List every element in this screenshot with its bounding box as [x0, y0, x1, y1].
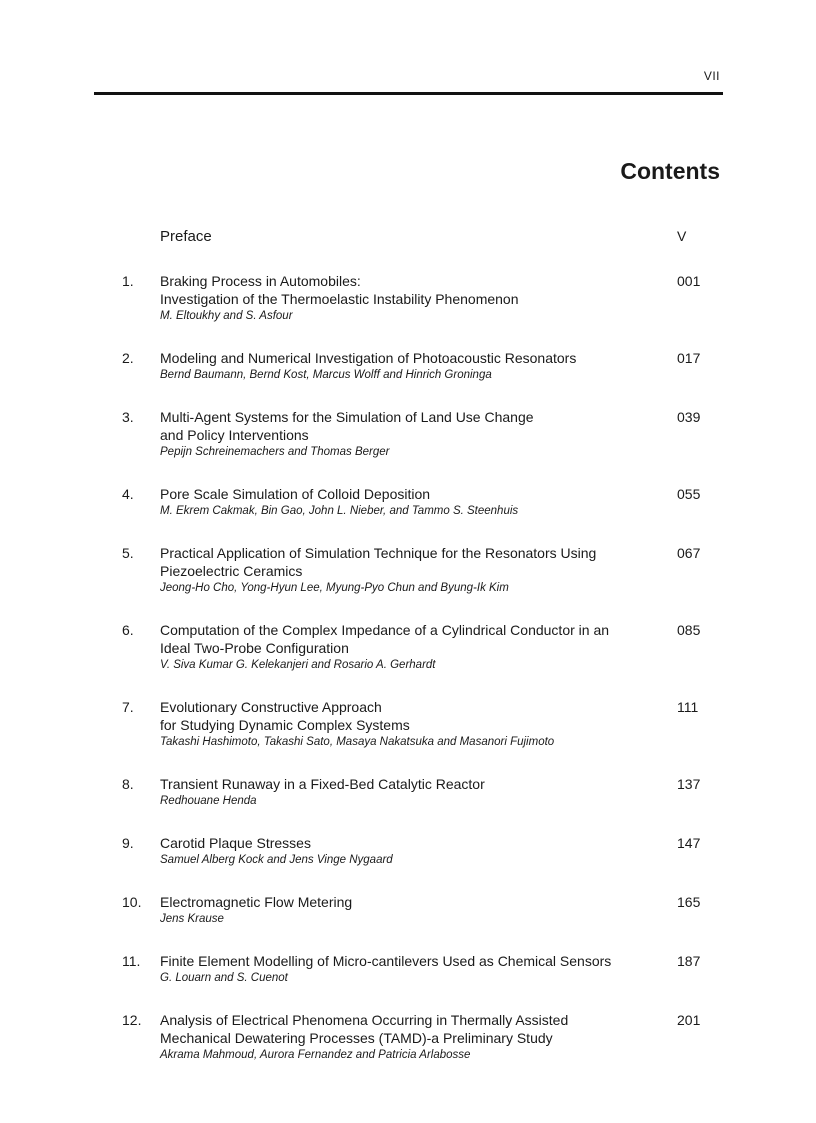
entry-body	[160, 621, 665, 673]
entry-body	[160, 544, 665, 596]
entry-authors: Jens Krause	[160, 913, 224, 925]
entry-authors: G. Louarn and S. Cuenot	[160, 972, 288, 984]
entry-body	[160, 408, 665, 460]
entry-authors: M. Eltoukhy and S. Asfour	[160, 310, 293, 322]
toc-entry[interactable]	[0, 272, 816, 324]
entry-authors: V. Siva Kumar G. Kelekanjeri and Rosario A. Gerhardt	[160, 659, 436, 671]
entry-body	[160, 893, 665, 927]
toc-preface[interactable]	[0, 228, 816, 264]
toc-entry[interactable]	[0, 698, 816, 750]
entry-number: 3.	[122, 409, 134, 425]
entry-page: 165	[677, 894, 701, 910]
entry-spacer	[0, 750, 816, 767]
entry-number: 12.	[122, 1012, 142, 1028]
entry-spacer	[0, 324, 816, 341]
toc-entry[interactable]	[0, 893, 816, 927]
entry-body	[160, 698, 665, 750]
entry-title: Computation of the Complex Impedance of a Cylindrical Conductor in an Ideal Two-Probe Configuration	[160, 622, 610, 656]
entry-page: 187	[677, 953, 701, 969]
entry-authors: Samuel Alberg Kock and Jens Vinge Nygaard	[160, 854, 393, 866]
entry-authors: Bernd Baumann, Bernd Kost, Marcus Wolff and Hinrich Groninga	[160, 369, 492, 381]
toc-entries	[0, 272, 816, 1063]
entry-page: 067	[677, 545, 701, 561]
entry-spacer	[0, 596, 816, 613]
entry-page: 039	[677, 409, 701, 425]
preface-title: Preface	[160, 228, 212, 245]
entry-spacer	[0, 673, 816, 690]
entry-number: 5.	[122, 545, 134, 561]
entry-spacer	[0, 868, 816, 885]
entry-spacer	[0, 986, 816, 1003]
entry-title: Multi-Agent Systems for the Simulation of Land Use Change and Policy Interventions	[160, 409, 534, 443]
entry-spacer	[0, 460, 816, 477]
entry-authors: M. Ekrem Cakmak, Bin Gao, John L. Nieber, and Tammo S. Steenhuis	[160, 505, 519, 517]
entry-page: 201	[677, 1012, 701, 1028]
entry-number: 7.	[122, 699, 134, 715]
entry-title: Braking Process in Automobiles: Investigation of the Thermoelastic Instability Phenomenon	[160, 273, 519, 307]
entry-page: 017	[677, 350, 701, 366]
entry-page: 147	[677, 835, 701, 851]
entry-title: Pore Scale Simulation of Colloid Deposition	[160, 486, 431, 502]
toc-entry[interactable]	[0, 952, 816, 986]
entry-body	[160, 272, 665, 324]
entry-authors: Takashi Hashimoto, Takashi Sato, Masaya Nakatsuka and Masanori Fujimoto	[160, 736, 555, 748]
toc-entry[interactable]	[0, 349, 816, 383]
entry-number: 6.	[122, 622, 134, 638]
entry-number: 8.	[122, 776, 134, 792]
entry-spacer	[0, 927, 816, 944]
entry-authors: Jeong-Ho Cho, Yong-Hyun Lee, Myung-Pyo Chun and Byung-Ik Kim	[160, 582, 509, 594]
entry-title: Practical Application of Simulation Technique for the Resonators Using Piezoelectric Ceramics	[160, 545, 597, 579]
entry-title: Transient Runaway in a Fixed-Bed Catalytic Reactor	[160, 776, 485, 792]
entry-title: Carotid Plaque Stresses	[160, 835, 311, 851]
entry-spacer	[0, 383, 816, 400]
entry-title: Finite Element Modelling of Micro-cantilevers Used as Chemical Sensors	[160, 953, 612, 969]
toc-entry[interactable]	[0, 621, 816, 673]
page-title: Contents	[620, 158, 720, 184]
entry-number: 2.	[122, 350, 134, 366]
toc-entry[interactable]	[0, 775, 816, 809]
entry-body	[160, 952, 665, 986]
entry-number: 1.	[122, 273, 134, 289]
entry-page: 085	[677, 622, 701, 638]
table-of-contents	[0, 228, 816, 1063]
entry-body	[160, 349, 665, 383]
entry-title: Modeling and Numerical Investigation of Photoacoustic Resonators	[160, 350, 577, 366]
entry-title: Electromagnetic Flow Metering	[160, 894, 353, 910]
preface-page: V	[677, 228, 687, 244]
toc-entry[interactable]	[0, 485, 816, 519]
entry-title: Analysis of Electrical Phenomena Occurring in Thermally Assisted Mechanical Dewatering Processes (TAMD)-a Preliminary Study	[160, 1012, 569, 1046]
entry-authors: Pepijn Schreinemachers and Thomas Berger	[160, 446, 390, 458]
entry-number: 11.	[122, 953, 141, 969]
entry-number: 4.	[122, 486, 134, 502]
entry-page: 055	[677, 486, 701, 502]
entry-authors: Akrama Mahmoud, Aurora Fernandez and Patricia Arlabosse	[160, 1049, 471, 1061]
entry-spacer	[0, 809, 816, 826]
entry-spacer	[0, 519, 816, 536]
toc-entry[interactable]	[0, 1011, 816, 1063]
entry-page: 001	[677, 273, 701, 289]
entry-authors: Redhouane Henda	[160, 795, 257, 807]
toc-entry[interactable]	[0, 834, 816, 868]
entry-page: 137	[677, 776, 701, 792]
entry-body	[160, 775, 665, 809]
toc-entry[interactable]	[0, 408, 816, 460]
entry-page: 111	[677, 699, 699, 715]
entry-number: 10.	[122, 894, 142, 910]
entry-title: Evolutionary Constructive Approach for Studying Dynamic Complex Systems	[160, 699, 410, 733]
entry-body	[160, 834, 665, 868]
entry-body	[160, 1011, 665, 1063]
entry-body	[160, 485, 665, 519]
header-rule	[94, 92, 723, 95]
page-number: VII	[703, 69, 720, 83]
entry-number: 9.	[122, 835, 134, 851]
toc-entry[interactable]	[0, 544, 816, 596]
